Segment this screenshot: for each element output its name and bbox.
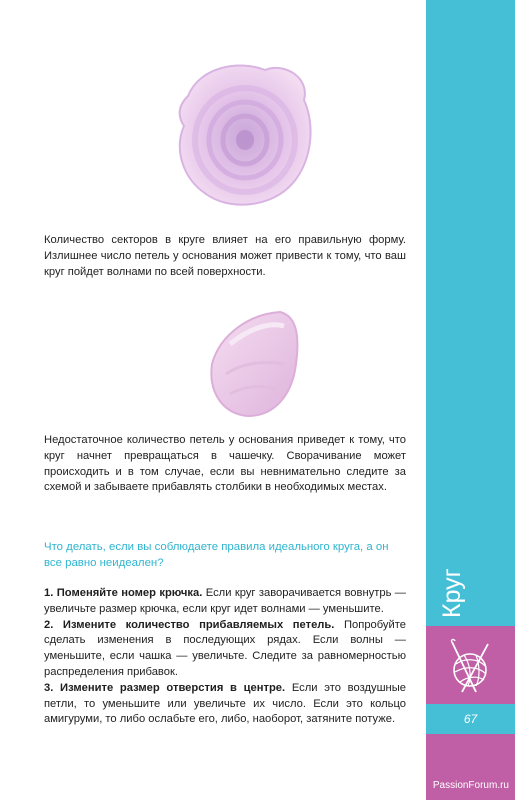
photo-wavy-crochet-circle: [170, 56, 320, 214]
tip-title: 3. Измените размер отверстия в центре.: [44, 681, 286, 694]
paragraph-sectors: Количество секторов в круге влияет на его правильную форму. Излишнее число петель у основания может привести к тому, что ваш круг пойдет волнами по всей поверхности.: [44, 234, 406, 278]
tip-text: Попробуйте сделать изменения в последующих рядах. Если волны — уменьшите, если чашка — увеличьте. Следите за равномерностью распределения прибавок.: [44, 618, 406, 678]
page-number: 67: [463, 712, 478, 726]
section-question: Что делать, если вы соблюдаете правила идеального круга, а он все равно неидеален?: [44, 541, 389, 569]
tip-item: [44, 681, 406, 728]
tip-text: Если круг заворачивается вовнутрь — увеличьте размер крючка, если круг идет волнами — уменьшите.: [44, 587, 406, 615]
tip-title: 2. Измените количество прибавляемых петель.: [44, 618, 335, 631]
yarn-ball-hook-icon: [440, 636, 500, 696]
sidebar-chapter-band: [426, 0, 515, 626]
photo-cup-crochet-circle: [200, 304, 310, 424]
tip-item: [44, 586, 406, 618]
tip-text: Если это воздушные петли, то уменьшите или увеличьте их число. Если это кольцо амигуруми, то либо ослабьте его, либо, наоборот, затяните потуже.: [44, 681, 406, 726]
chapter-title-text: Круг: [438, 568, 466, 618]
watermark: PassionForum.ru: [432, 780, 509, 791]
tips-list: [44, 586, 406, 728]
tip-title: 1. Поменяйте номер крючка.: [44, 587, 203, 599]
paragraph-cup: Недостаточное количество петель у основания приведет к тому, что круг начнет превращаться в чашечку. Сворачивание может происходить и в том случае, если вы невнимательно следите за схемой и забываете прибавлять столбики в необходимых местах.: [44, 434, 406, 494]
tip-item: [44, 618, 406, 681]
